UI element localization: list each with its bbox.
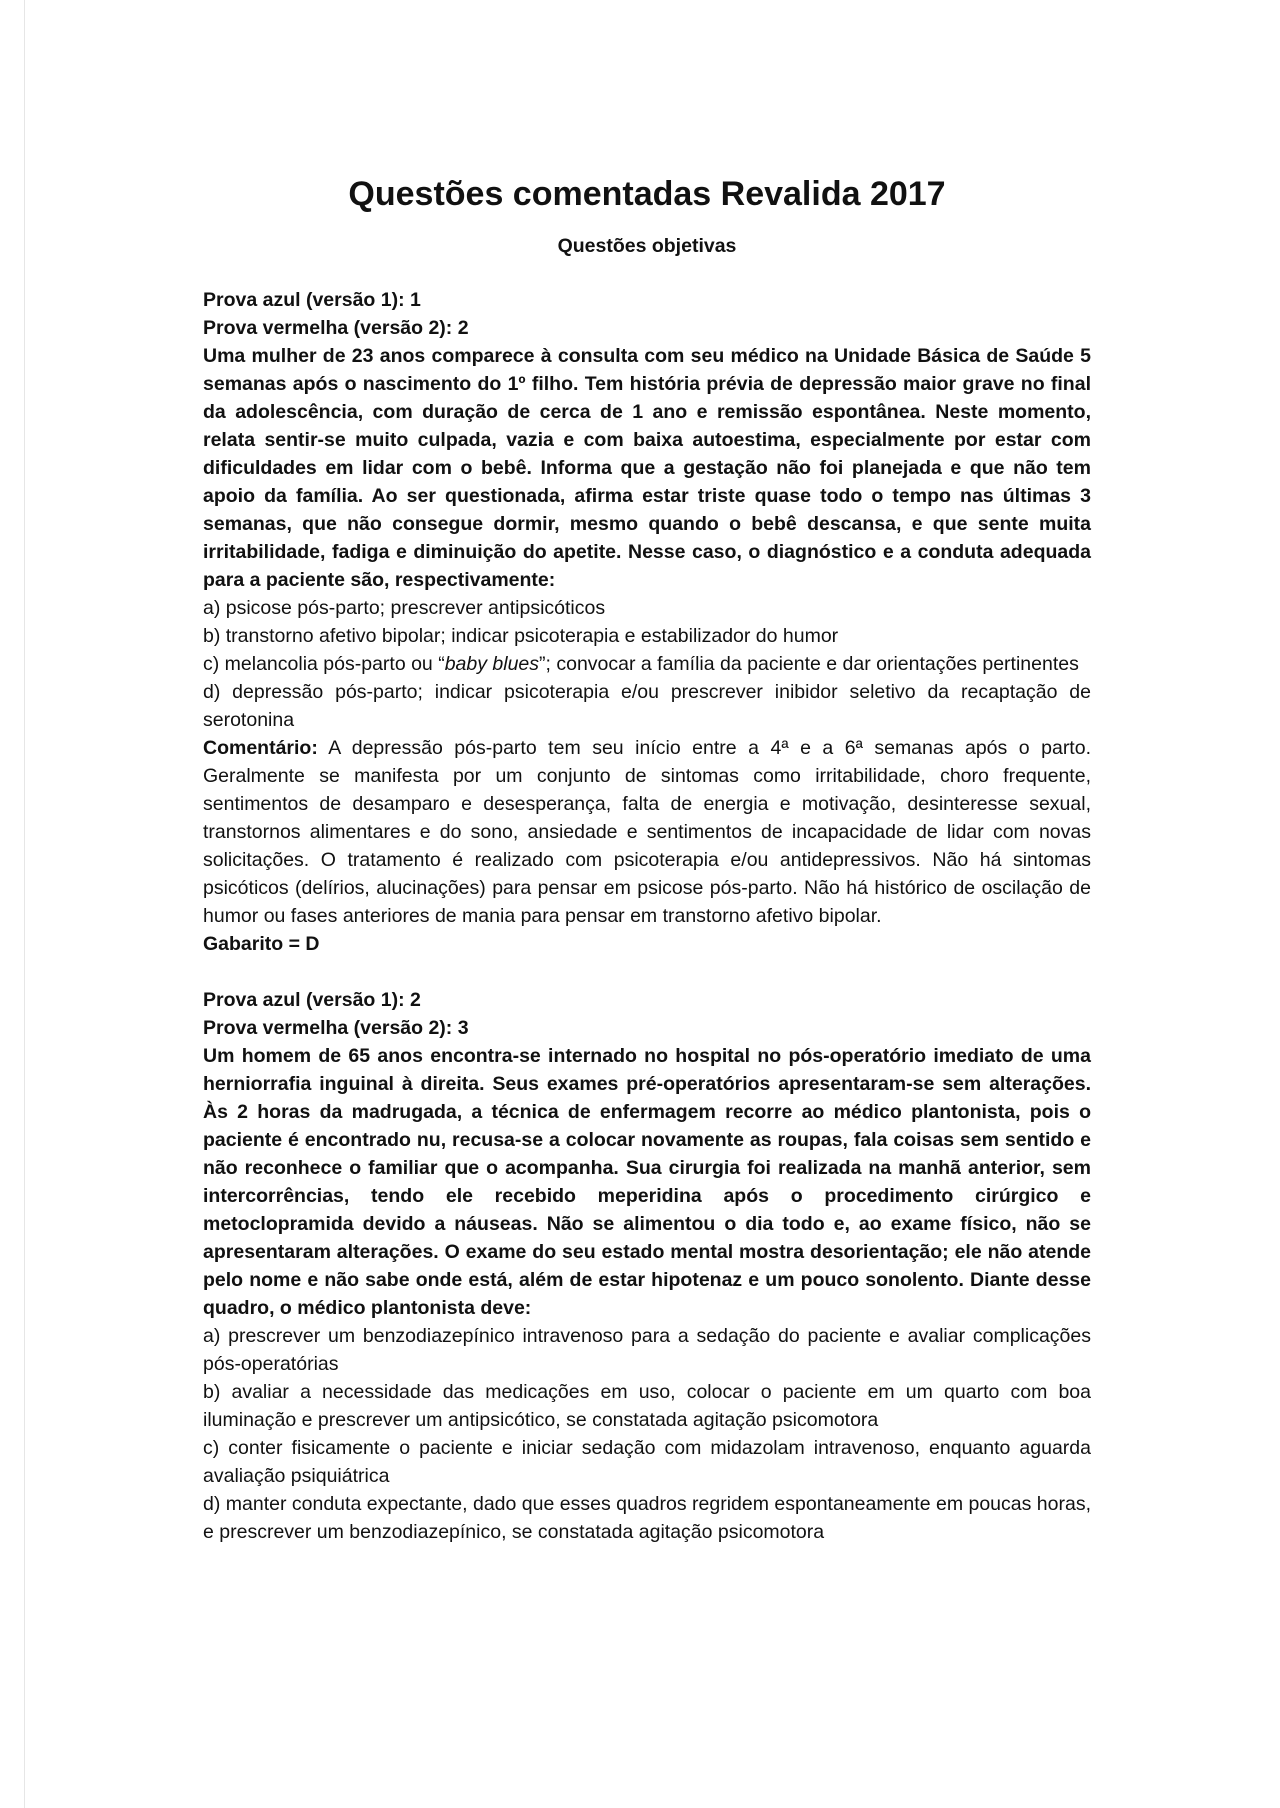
question-stem: Uma mulher de 23 anos comparece à consulta com seu médico na Unidade Básica de Saúde 5 semanas após o nascimento do 1º filho. Tem história prévia de depressão maior grave no final da adolescência, com duração de cerca de 1 ano e remissão espontânea. Neste momento, relata sentir-se muito culpada, vazia e com baixa autoestima, especialmente por estar com dificuldades em lidar com o bebê. Informa que a gestação não foi planejada e que não tem apoio da família. Ao ser questionada, afirma estar triste quase todo o tempo nas últimas 3 semanas, que não consegue dormir, mesmo quando o bebê descansa, e que sente muita irritabilidade, fadiga e diminuição do apetite. Nesse caso, o diagnóstico e a conduta adequada para a paciente são, respectivamente: <box>203 345 1091 591</box>
document-title: Questões comentadas Revalida 2017 <box>348 175 946 213</box>
option-c-italic-term: baby blues <box>444 653 540 675</box>
question-1 <box>203 286 1091 958</box>
red-version-number: Prova vermelha (versão 2): 3 <box>203 1017 469 1039</box>
answer-key: Gabarito = D <box>203 933 320 955</box>
option-c-text-start: c) melancolia pós-parto ou “ <box>203 653 445 675</box>
option-c: c) conter fisicamente o paciente e iniciar sedação com midazolam intravenoso, enquanto aguarda avaliação psiquiátrica <box>203 1437 1091 1487</box>
option-d: d) depressão pós-parto; indicar psicoterapia e/ou prescrever inibidor seletivo da recaptação de serotonina <box>203 681 1091 731</box>
option-d: d) manter conduta expectante, dado que esses quadros regridem espontaneamente em poucas horas, e prescrever um benzodiazepínico, se constatada agitação psicomotora <box>203 1493 1091 1543</box>
option-c-text-end: ”; convocar a família da paciente e dar orientações pertinentes <box>539 653 1079 675</box>
option-c <box>203 650 1091 678</box>
blue-version-number: Prova azul (versão 1): 1 <box>203 289 421 311</box>
blue-version-number: Prova azul (versão 1): 2 <box>203 989 421 1011</box>
page-edge-line <box>24 0 25 1808</box>
comment-paragraph <box>203 734 1091 930</box>
document-subtitle: Questões objetivas <box>557 235 737 257</box>
comment-label: Comentário: <box>203 737 318 759</box>
question-2 <box>203 986 1091 1546</box>
option-b: b) avaliar a necessidade das medicações em uso, colocar o paciente em um quarto com boa iluminação e prescrever um antipsicótico, se constatada agitação psicomotora <box>203 1381 1091 1431</box>
question-stem: Um homem de 65 anos encontra-se internado no hospital no pós-operatório imediato de uma herniorrafia inguinal à direita. Seus exames pré-operatórios apresentaram-se sem alterações. Às 2 horas da madrugada, a técnica de enfermagem recorre ao médico plantonista, pois o paciente é encontrado nu, recusa-se a colocar novamente as roupas, fala coisas sem sentido e não reconhece o familiar que o acompanha. Sua cirurgia foi realizada na manhã anterior, sem intercorrências, tendo ele recebido meperidina após o procedimento cirúrgico e metoclopramida devido a náuseas. Não se alimentou o dia todo e, ao exame físico, não se apresentaram alterações. O exame do seu estado mental mostra desorientação; ele não atende pelo nome e não sabe onde está, além de estar hipotenaz e um pouco sonolento. Diante desse quadro, o médico plantonista deve: <box>203 1045 1091 1319</box>
option-b: b) transtorno afetivo bipolar; indicar psicoterapia e estabilizador do humor <box>203 625 839 647</box>
document-content <box>203 170 1091 1546</box>
option-a: a) prescrever um benzodiazepínico intravenoso para a sedação do paciente e avaliar complicações pós-operatórias <box>203 1325 1091 1375</box>
comment-text: A depressão pós-parto tem seu início entre a 4ª e a 6ª semanas após o parto. Geralmente se manifesta por um conjunto de sintomas como irritabilidade, choro frequente, sentimentos de desamparo e desesperança, falta de energia e motivação, desinteresse sexual, transtornos alimentares e do sono, ansiedade e sentimentos de incapacidade de lidar com novas solicitações. O tratamento é realizado com psicoterapia e/ou antidepressivos. Não há sintomas psicóticos (delírios, alucinações) para pensar em psicose pós-parto. Não há histórico de oscilação de humor ou fases anteriores de mania para pensar em transtorno afetivo bipolar. <box>203 737 1091 927</box>
option-a: a) psicose pós-parto; prescrever antipsicóticos <box>203 597 606 619</box>
red-version-number: Prova vermelha (versão 2): 2 <box>203 317 469 339</box>
